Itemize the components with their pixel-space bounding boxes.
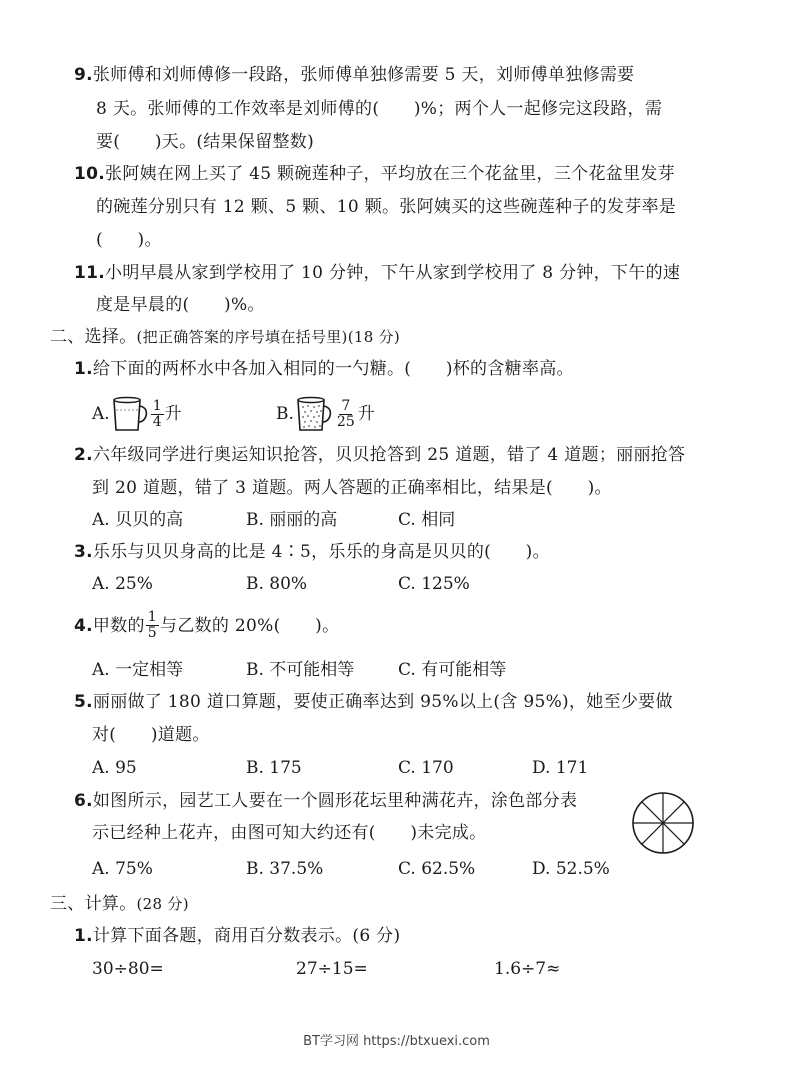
fraction-numerator: 7 bbox=[341, 397, 351, 414]
s2q2-option-b: B. 丽丽的高 bbox=[246, 510, 338, 530]
q11-text-line2: 度是早晨的( )%。 bbox=[96, 295, 265, 315]
s2q4-text-post: 与乙数的 20%( )。 bbox=[160, 615, 340, 636]
s2q4-number: 4. bbox=[74, 615, 93, 636]
s2q1-option-b-fraction bbox=[335, 399, 357, 430]
s2q3-text: 乐乐与贝贝身高的比是 4∶5，乐乐的身高是贝贝的( )。 bbox=[92, 542, 550, 562]
s2q2-line1 bbox=[74, 444, 685, 466]
s2q6-number: 6. bbox=[74, 791, 93, 811]
q9-text-line1: 张师傅和刘师傅修一段路，张师傅单独修需要 5 天，刘师傅单独修需要 bbox=[92, 65, 635, 85]
s2q1-option-a bbox=[92, 394, 182, 434]
calc-item-1: 30÷80= bbox=[92, 959, 164, 979]
s2q6-text-line1: 如图所示，园艺工人要在一个圆形花坛里种满花卉，涂色部分表 bbox=[92, 791, 578, 811]
s3q1-text: 计算下面各题，商用百分数表示。(6 分) bbox=[92, 926, 401, 946]
s2q6-option-b: B. 37.5% bbox=[246, 859, 324, 879]
s3q1-line bbox=[74, 925, 400, 947]
s2q1-option-b-unit: 升 bbox=[357, 404, 375, 424]
s2q4-option-c: C. 有可能相等 bbox=[398, 660, 507, 680]
s2q3-option-a: A. 25% bbox=[92, 574, 153, 594]
s2q4-line bbox=[74, 610, 339, 641]
q10-number: 10. bbox=[74, 164, 106, 184]
s2q2-option-a: A. 贝贝的高 bbox=[92, 510, 184, 530]
s2q5-number: 5. bbox=[74, 692, 93, 712]
q10-text-line1: 张阿姨在网上买了 45 颗碗莲种子，平均放在三个花盆里，三个花盆里发芽 bbox=[105, 164, 675, 184]
q10-text-line3: ( )。 bbox=[96, 230, 162, 250]
s2q5-text-line1: 丽丽做了 180 道口算题，要使正确率达到 95%以上(含 95%)，她至少要做 bbox=[92, 692, 673, 712]
s2q5-option-b: B. 175 bbox=[246, 758, 302, 778]
s2q1-text: 给下面的两杯水中各加入相同的一勺糖。( )杯的含糖率高。 bbox=[92, 359, 574, 379]
s2q3-option-b: B. 80% bbox=[246, 574, 308, 594]
fraction-numerator: 1 bbox=[147, 609, 158, 625]
s2q2-text-line2: 到 20 道题，错了 3 道题。两人答题的正确率相比，结果是( )。 bbox=[92, 478, 612, 498]
s2q1-option-b-label: B. bbox=[276, 404, 294, 424]
cup-icon bbox=[294, 394, 334, 434]
s3q1-number: 1. bbox=[74, 926, 93, 946]
q11-text-line1: 小明早晨从家到学校用了 10 分钟，下午从家到学校用了 8 分钟，下午的速 bbox=[105, 263, 681, 283]
s2q6-text-line2: 示已经种上花卉，由图可知大约还有( )未完成。 bbox=[92, 823, 487, 843]
q11-number: 11. bbox=[74, 263, 106, 283]
section3-title: 三、计算。 bbox=[50, 894, 137, 914]
s2q4-fraction bbox=[146, 610, 159, 641]
footer-watermark: BT学习网 https://btxuexi.com bbox=[303, 1034, 490, 1049]
q9-number: 9. bbox=[74, 65, 93, 85]
s2q5-option-d: D. 171 bbox=[532, 758, 589, 778]
s2q6-option-c: C. 62.5% bbox=[398, 859, 476, 879]
section2-heading bbox=[50, 326, 400, 348]
s2q1-line bbox=[74, 358, 574, 380]
s2q2-option-c: C. 相同 bbox=[398, 510, 456, 530]
q9-text-line2: 8 天。张师傅的工作效率是刘师傅的( )%；两个人一起修完这段路，需 bbox=[96, 99, 663, 119]
s2q1-option-a-unit: 升 bbox=[164, 404, 182, 424]
s2q4-option-b: B. 不可能相等 bbox=[246, 660, 355, 680]
s2q4-text-pre: 甲数的 bbox=[92, 615, 145, 636]
q9-text-line3: 要( )天。(结果保留整数) bbox=[96, 132, 315, 152]
s2q1-number: 1. bbox=[74, 359, 93, 379]
q10-line1 bbox=[74, 163, 675, 185]
s2q5-text-line2: 对( )道题。 bbox=[92, 725, 210, 745]
s2q4-option-a: A. 一定相等 bbox=[92, 660, 184, 680]
q10-text-line2: 的碗莲分别只有 12 颗、5 颗、10 颗。张阿姨买的这些碗莲种子的发芽率是 bbox=[96, 197, 677, 217]
q11-line1 bbox=[74, 262, 680, 284]
s2q3-number: 3. bbox=[74, 542, 93, 562]
s2q6-option-d: D. 52.5% bbox=[532, 859, 610, 879]
calc-item-2: 27÷15= bbox=[296, 959, 368, 979]
section3-note: (28 分) bbox=[136, 895, 189, 913]
circle-flowerbed-figure bbox=[630, 790, 696, 856]
q9-line1 bbox=[74, 64, 634, 86]
s2q1-option-a-label: A. bbox=[92, 404, 110, 424]
s2q5-line1 bbox=[74, 691, 673, 713]
s2q3-option-c: C. 125% bbox=[398, 574, 470, 594]
s2q6-option-a: A. 75% bbox=[92, 859, 153, 879]
section2-note: (把正确答案的序号填在括号里)(18 分) bbox=[136, 328, 401, 346]
s2q5-option-c: C. 170 bbox=[398, 758, 454, 778]
s2q5-option-a: A. 95 bbox=[92, 758, 137, 778]
fraction-numerator: 1 bbox=[152, 397, 162, 414]
s2q2-number: 2. bbox=[74, 445, 93, 465]
s2q1-option-a-fraction bbox=[151, 399, 164, 430]
fraction-denominator: 5 bbox=[147, 625, 158, 641]
s2q6-line1 bbox=[74, 790, 577, 812]
s2q2-text-line1: 六年级同学进行奥运知识抢答，贝贝抢答到 25 道题，错了 4 道题；丽丽抢答 bbox=[92, 445, 686, 465]
s2q1-option-b bbox=[276, 394, 375, 434]
section3-heading bbox=[50, 893, 189, 915]
s2q3-line bbox=[74, 541, 550, 563]
section2-title: 二、选择。 bbox=[50, 327, 137, 347]
calc-item-3: 1.6÷7≈ bbox=[494, 959, 561, 979]
cup-icon bbox=[110, 394, 150, 434]
fraction-denominator: 4 bbox=[152, 413, 162, 430]
fraction-denominator: 25 bbox=[336, 413, 355, 430]
